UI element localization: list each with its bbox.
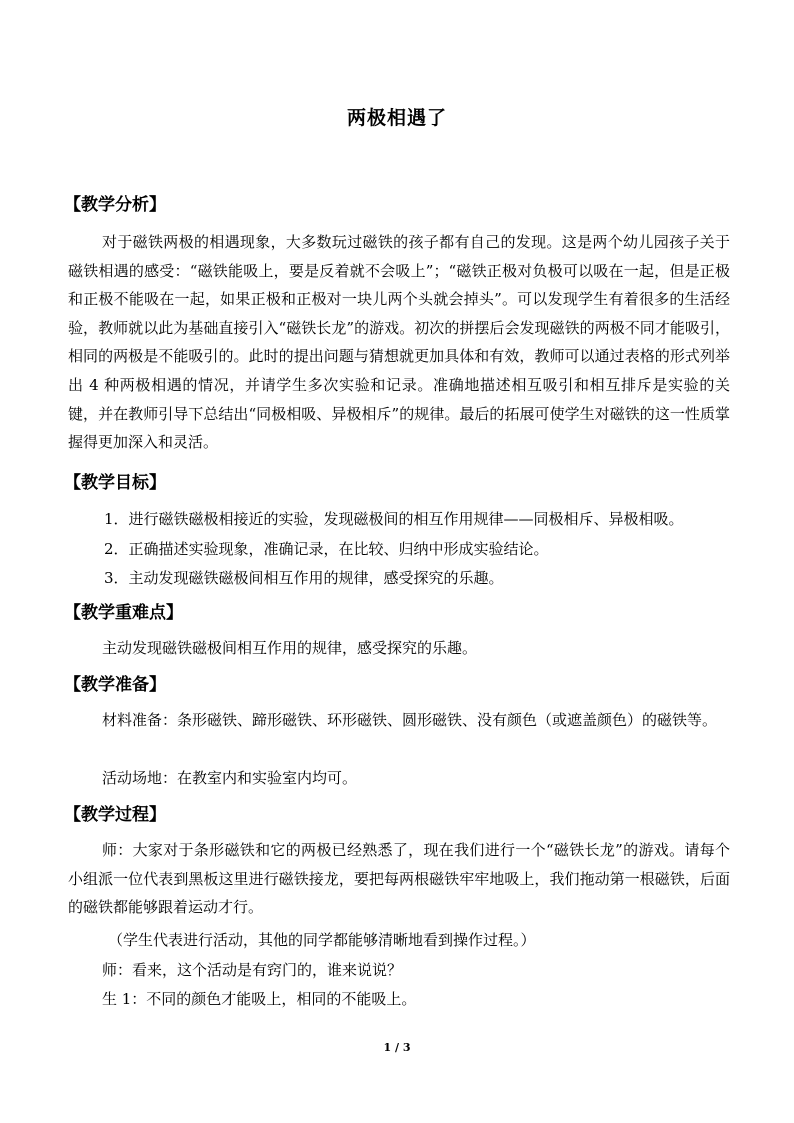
goal-item-3: 3．主动发现磁铁磁极间相互作用的规律，感受探究的乐趣。 (104, 569, 504, 587)
section-heading-process: 【教学过程】 (64, 805, 166, 825)
process-line-1: （学生代表进行活动，其他的同学都能够清晰地看到操作过程。） (108, 931, 536, 949)
process-line-2: 师：看来，这个活动是有窍门的，谁来说说？ (102, 961, 403, 979)
process-paragraph-1: 师：大家对于条形磁铁和它的两极已经熟悉了，现在我们进行一个“磁铁长龙”的游戏。请每个小组派一位代表到黑板这里进行磁铁接龙，要把每两根磁铁牢牢地吸上，我们拖动第一根磁铁，后面的磁铁都能够跟着运动才行。 (68, 841, 730, 917)
section-heading-preparation: 【教学准备】 (64, 675, 166, 695)
section-heading-goals: 【教学目标】 (64, 473, 166, 493)
process-line-3: 生 1：不同的颜色才能吸上，相同的不能吸上。 (102, 990, 417, 1008)
section-heading-analysis: 【教学分析】 (64, 195, 166, 215)
materials-paragraph: 材料准备：条形磁铁、蹄形磁铁、环形磁铁、圆形磁铁、没有颜色（或遮盖颜色）的磁铁等。 (102, 711, 718, 729)
venue-paragraph: 活动场地：在教室内和实验室内均可。 (102, 769, 358, 787)
goal-item-1: 1．进行磁铁磁极相接近的实验，发现磁极间的相互作用规律——同极相斥、异极相吸。 (104, 510, 684, 528)
analysis-paragraph: 对于磁铁两极的相遇现象，大多数玩过磁铁的孩子都有自己的发现。这是两个幼儿园孩子关于磁铁相遇的感受：“磁铁能吸上，要是反着就不会吸上”；“磁铁正极对负极可以吸在一起，但是正极和正极不能吸在一起，如果正极和正极对一块儿两个头就会掉头”。可以发现学生有着很多的生活经验，教师就以此为基础直接引入“磁铁长龙”的游戏。初次的拼摆后会发现磁铁的两极不同才能吸引，相同的两极是不能吸引的。此时的提出问题与猜想就更加具体和有效，教师可以通过表格的形式列举出 4 种两极相遇的情况，并请学生多次实验和记录。准确地描述相互吸引和相互排斥是实验的关键，并在教师引导下总结出“同极相吸、异极相斥”的规律。最后的拓展可使学生对磁铁的这一性质掌握得更加深入和灵活。 (68, 233, 730, 452)
goal-item-2: 2．正确描述实验现象，准确记录，在比较、归纳中形成实验结论。 (104, 540, 549, 558)
key-points-paragraph: 主动发现磁铁磁极间相互作用的规律，感受探究的乐趣。 (102, 639, 478, 657)
section-heading-key-points: 【教学重难点】 (64, 603, 183, 623)
document-title: 两极相遇了 (346, 107, 447, 129)
page-number: 1 / 3 (383, 1041, 411, 1054)
